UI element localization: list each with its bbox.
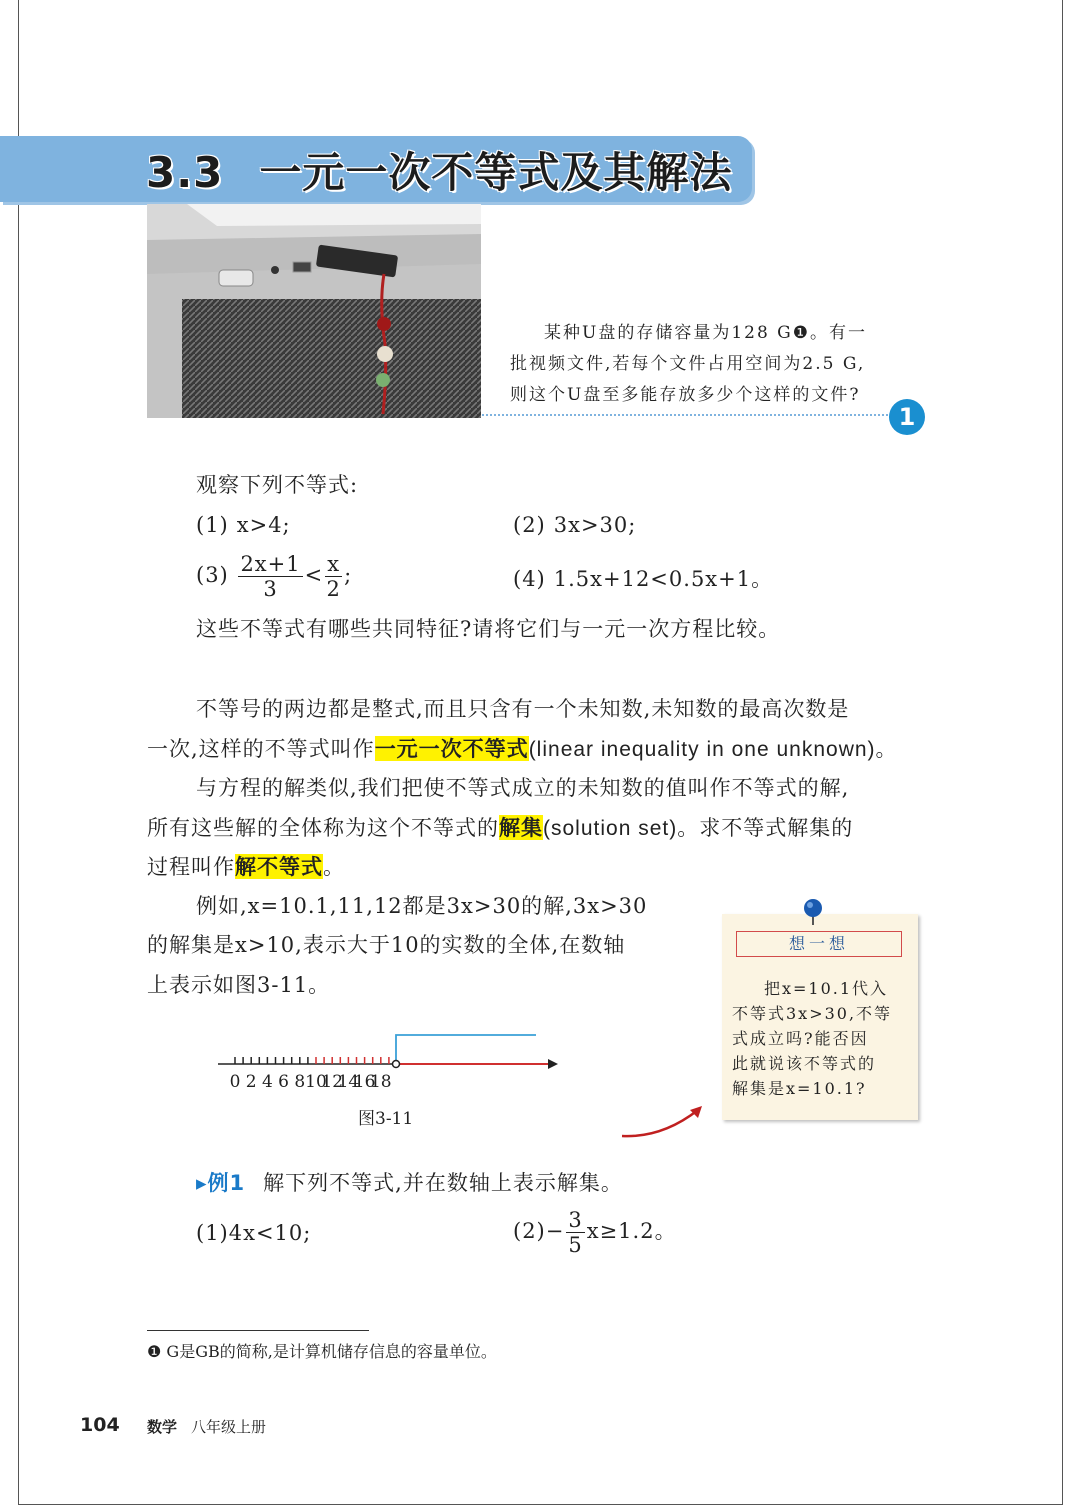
example-line-3: 上表示如图3-11。	[147, 973, 331, 997]
tick-label: 2	[245, 1072, 257, 1092]
example-line-2: 的解集是x>10,表示大于10的实数的全体,在数轴	[147, 933, 626, 957]
tick-label: 18	[369, 1072, 392, 1092]
usb-computer-photo	[147, 204, 481, 418]
open-circle-10	[393, 1061, 400, 1068]
term-solution-set: 解集	[499, 815, 543, 840]
observe-lead: 观察下列不等式:	[196, 473, 359, 497]
think-note-body: 把x=10.1代入 不等式3x>30,不等 式成立吗?能否因 此就说该不等式的 解集是x=10.1?	[732, 979, 893, 1098]
number-line-figure	[210, 1024, 570, 1104]
example-1-part-2: (2)− $\frac{3}{5}$ x≥1.2。	[513, 1208, 677, 1257]
definition-line-4: 所有这些解的全体称为这个不等式的解集(solution set)。求不等式解集的	[147, 815, 854, 840]
definition-line-3: 与方程的解类似,我们把使不等式成立的未知数的值叫作不等式的解,	[196, 776, 850, 800]
red-arrow-icon	[616, 1102, 706, 1142]
fraction-2x1-over-3: $\frac{2x+1}{3}$	[240, 552, 301, 601]
intro-text: 某种U盘的存储容量为128 G❶。有一 批视频文件,若每个文件占用空间为2.5 G, 则这个U盘至多能存放多少个这样的文件?	[510, 323, 867, 405]
axis-arrow	[548, 1059, 558, 1069]
definition-line-1: 不等号的两边都是整式,而且只含有一个未知数,未知数的最高次数是	[196, 697, 850, 721]
think-note-title: 想一想	[736, 931, 902, 957]
definition-line-2: 一次,这样的不等式叫作一元一次不等式(linear inequality in one unknown)。	[147, 736, 898, 761]
book-title: 数学 八年级上册	[147, 1418, 267, 1436]
pushpin-icon	[802, 898, 824, 926]
term-solve-inequality: 解不等式	[235, 854, 323, 879]
tick-label: 12	[321, 1072, 344, 1092]
tick-label: 16	[353, 1072, 376, 1092]
solution-bracket	[396, 1035, 536, 1064]
observe-question: 这些不等式有哪些共同特征?请将它们与一元一次方程比较。	[196, 617, 781, 641]
tick-label: 14	[337, 1072, 360, 1092]
term-linear-inequality: 一元一次不等式	[374, 736, 529, 761]
fraction-3-over-5: $\frac{3}{5}$	[568, 1208, 583, 1257]
figure-caption: 图3-11	[358, 1109, 414, 1129]
tick-label: 8	[294, 1072, 306, 1092]
example-line-1: 例如,x=10.1,11,12都是3x>30的解,3x>30	[196, 894, 648, 918]
inequality-1: (1) x>4;	[196, 513, 291, 537]
example-1-heading: ▸例1 解下列不等式,并在数轴上表示解集。	[196, 1171, 623, 1195]
tick-label: 10	[305, 1072, 327, 1092]
footnote: ❶ G是GB的简称,是计算机储存信息的容量单位。	[147, 1342, 497, 1361]
tick-label: 0	[229, 1072, 241, 1092]
page-number: 104	[80, 1414, 120, 1436]
think-note	[722, 914, 918, 1120]
footnote-rule	[147, 1330, 369, 1331]
dotted-divider	[482, 414, 892, 416]
number-badge: 1	[889, 399, 925, 435]
section-title: 3.3 一元一次不等式及其解法	[146, 148, 733, 197]
inequality-4: (4) 1.5x+12<0.5x+1。	[513, 567, 774, 591]
tick-label: 4	[261, 1072, 273, 1092]
example-1-part-1: (1)4x<10;	[196, 1221, 312, 1245]
inequality-2: (2) 3x>30;	[513, 513, 637, 537]
tick-label: 6	[278, 1072, 290, 1092]
fraction-x-over-2: $\frac{x}{2}$	[326, 552, 341, 601]
definition-line-5: 过程叫作解不等式。	[147, 854, 345, 879]
inequality-3: (3) $\frac{2x+1}{3}$ < $\frac{x}{2}$ ;	[196, 552, 353, 601]
